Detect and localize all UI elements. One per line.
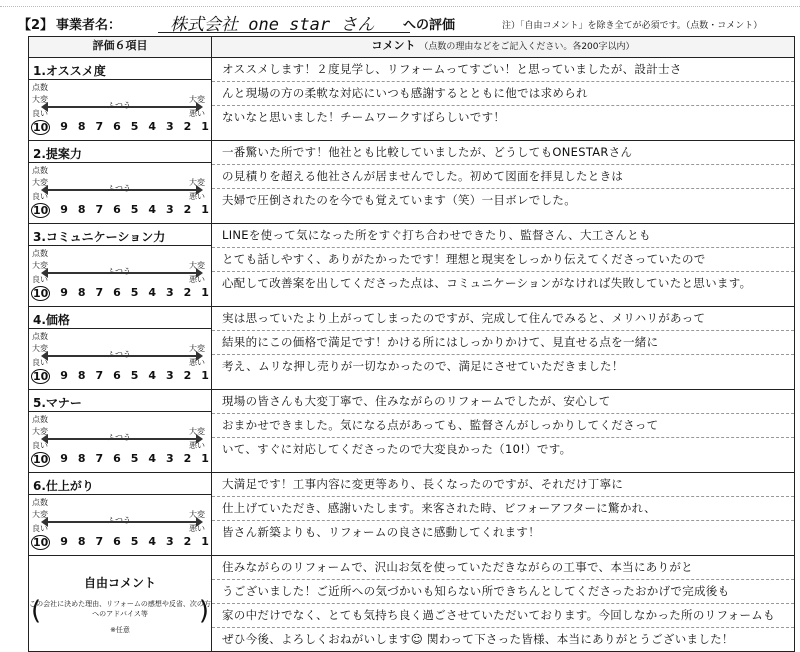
- good-label: 良い: [32, 524, 48, 533]
- items-column-header: 評価６項目: [29, 37, 212, 58]
- scale-arrow-icon: [47, 106, 197, 108]
- scale-arrow-icon: [47, 355, 197, 357]
- category-title: 3.コミュニケーション力: [29, 224, 211, 246]
- score-option-1[interactable]: 1: [201, 369, 209, 382]
- bad-label: 悪い: [189, 441, 205, 450]
- comment-column-header: コメント （点数の理由などをご記入ください。各200字以内）: [212, 37, 795, 58]
- category-row: [29, 224, 795, 307]
- bad-label: 悪い: [189, 524, 205, 533]
- scale-arrow-icon: [47, 521, 197, 523]
- good-label: 良い: [32, 441, 48, 450]
- category-comment-field[interactable]: [212, 141, 795, 224]
- score-options: [31, 286, 209, 301]
- bad-label: 悪い: [189, 358, 205, 367]
- very-label: 大変: [32, 344, 48, 353]
- score-option-8[interactable]: 8: [77, 203, 86, 216]
- good-label: 良い: [32, 358, 48, 367]
- required-note: 注）「自由コメント」を除き全てが必須です。（点数・コメント）: [502, 21, 763, 31]
- score-option-5[interactable]: 5: [130, 452, 139, 465]
- top-strip: [0, 0, 800, 7]
- score-option-10[interactable]: 10: [33, 536, 49, 549]
- category-title: 1.オススメ度: [29, 58, 211, 80]
- good-label: 良い: [32, 192, 48, 201]
- paren-left: (: [31, 596, 42, 626]
- comment-line: 心配して改善案を出してくださった点は、コミュニケーションがなければ失敗していたと思います。: [222, 276, 752, 290]
- very-label: 大変: [189, 427, 205, 436]
- score-option-7[interactable]: 7: [95, 203, 104, 216]
- score-scale: [29, 329, 211, 389]
- form-header: [18, 10, 793, 36]
- category-row: [29, 307, 795, 390]
- very-label: 大変: [32, 95, 48, 104]
- category-label-cell: [29, 141, 212, 224]
- free-comment-label-cell: [29, 556, 212, 652]
- free-comment-row: [29, 556, 795, 652]
- comment-line: 現場の皆さんも大変丁寧で、住みながらのリフォームでしたが、安心して: [212, 390, 794, 414]
- category-comment-field[interactable]: [212, 473, 795, 556]
- score-option-7[interactable]: 7: [95, 120, 104, 133]
- bad-label: 悪い: [189, 275, 205, 284]
- score-option-8[interactable]: 8: [77, 535, 86, 548]
- points-label: 点数: [32, 249, 48, 258]
- form-number: 【2】: [18, 18, 54, 33]
- paren-right: ): [198, 596, 209, 626]
- comment-line: 夫婦で圧倒されたのを今でも覚えています（笑）一目ボレでした。: [222, 193, 576, 207]
- table-header-row: [29, 37, 795, 58]
- score-option-8[interactable]: 8: [77, 452, 86, 465]
- score-option-10[interactable]: 10: [33, 121, 49, 134]
- score-option-4[interactable]: 4: [148, 535, 157, 548]
- score-option-8[interactable]: 8: [77, 369, 86, 382]
- category-row: [29, 141, 795, 224]
- score-options: [31, 535, 209, 550]
- scale-arrow-icon: [47, 189, 197, 191]
- score-scale: [29, 495, 211, 555]
- score-option-1[interactable]: 1: [201, 286, 209, 299]
- score-option-4[interactable]: 4: [148, 452, 157, 465]
- score-options: [31, 203, 209, 218]
- score-option-3[interactable]: 3: [166, 203, 174, 216]
- score-option-9[interactable]: 9: [60, 203, 68, 216]
- score-option-7[interactable]: 7: [95, 452, 104, 465]
- score-option-10[interactable]: 10: [33, 370, 49, 383]
- score-option-1[interactable]: 1: [201, 120, 209, 133]
- score-options: [31, 120, 209, 135]
- score-option-7[interactable]: 7: [95, 286, 104, 299]
- score-option-3[interactable]: 3: [166, 120, 174, 133]
- comment-line: とても話しやすく、ありがたかったです！理想と現実をしっかり伝えてくださっていたので: [212, 248, 794, 272]
- score-option-2[interactable]: 2: [183, 535, 192, 548]
- score-scale: [29, 246, 211, 306]
- points-label: 点数: [32, 498, 48, 507]
- score-option-4[interactable]: 4: [148, 286, 157, 299]
- very-label: 大変: [32, 178, 48, 187]
- score-option-9[interactable]: 9: [60, 286, 68, 299]
- score-option-3[interactable]: 3: [166, 369, 174, 382]
- score-option-9[interactable]: 9: [60, 120, 68, 133]
- score-option-8[interactable]: 8: [77, 286, 86, 299]
- comment-line: 考え、ムリな押し売りが一切なかったので、満足にさせていただきました！: [222, 359, 624, 373]
- score-options: [31, 452, 209, 467]
- score-option-2[interactable]: 2: [183, 203, 192, 216]
- comment-line: 一番驚いた所です！他社とも比較していましたが、どうしてもONESTARさん: [212, 141, 794, 165]
- category-row: [29, 58, 795, 141]
- comment-line: 皆さん新築よりも、リフォームの良さに感動してくれます！: [222, 525, 541, 539]
- category-comment-field[interactable]: [212, 224, 795, 307]
- business-label: 事業者名：: [56, 18, 122, 33]
- category-label-cell: [29, 473, 212, 556]
- score-option-1[interactable]: 1: [201, 452, 209, 465]
- comment-line: 大満足です！工事内容に変更等あり、長くなったのですが、それだけ丁寧に: [212, 473, 794, 497]
- score-option-1[interactable]: 1: [201, 203, 209, 216]
- very-label: 大変: [189, 510, 205, 519]
- category-title: 6.仕上がり: [29, 473, 211, 495]
- score-option-3[interactable]: 3: [166, 535, 174, 548]
- score-option-9[interactable]: 9: [60, 452, 68, 465]
- score-option-2[interactable]: 2: [183, 120, 192, 133]
- bad-label: 悪い: [189, 109, 205, 118]
- free-comment-title: 自由コメント: [83, 576, 156, 590]
- category-row: [29, 390, 795, 473]
- comment-line: 仕上げていただき、感謝いたします。来客された時、ビフォーアフターに驚かれ、: [212, 497, 794, 521]
- score-scale: [29, 412, 211, 472]
- free-comment-line: うございました！ご近所への気づかいも知らない所できちんとしてくださったおかげで完成後も: [212, 580, 794, 604]
- very-label: 大変: [189, 261, 205, 270]
- category-title: 4.価格: [29, 307, 211, 329]
- points-label: 点数: [32, 415, 48, 424]
- comment-line: オススメします！２度見学し、リフォームってすごい！と思っていましたが、設計士さ: [212, 58, 794, 82]
- very-label: 大変: [189, 95, 205, 104]
- comment-line: の見積りを超える他社さんが居ませんでした。初めて図面を拝見したときは: [212, 165, 794, 189]
- comment-line: んと現場の方の柔軟な対応にいつも感謝するとともに他では求められ: [212, 82, 794, 106]
- score-option-9[interactable]: 9: [60, 369, 68, 382]
- category-label-cell: [29, 390, 212, 473]
- very-label: 大変: [189, 178, 205, 187]
- score-option-9[interactable]: 9: [60, 535, 68, 548]
- comment-line: 実は思っていたより上がってしまったのですが、完成して住んでみると、メリハリがあって: [212, 307, 794, 331]
- score-option-6[interactable]: 6: [113, 286, 121, 299]
- score-option-2[interactable]: 2: [183, 369, 192, 382]
- score-option-1[interactable]: 1: [201, 535, 209, 548]
- evaluation-suffix: への評価: [403, 18, 456, 33]
- score-option-10[interactable]: 10: [33, 453, 49, 466]
- scale-arrow-icon: [47, 438, 197, 440]
- comment-line: LINEを使って気になった所をすぐ打ち合わせできたり、監督さん、大工さんとも: [212, 224, 794, 248]
- score-scale: [29, 163, 211, 223]
- points-label: 点数: [32, 83, 48, 92]
- comment-line: いて、すぐに対応してくださったので大変良かった（10!）です。: [222, 442, 572, 456]
- very-label: 大変: [32, 261, 48, 270]
- score-option-3[interactable]: 3: [166, 452, 174, 465]
- free-comment-desc: この会社に決めた理由、リフォームの感想や反省、次の方へのアドバイス等: [29, 600, 211, 618]
- score-option-2[interactable]: 2: [183, 452, 192, 465]
- score-option-6[interactable]: 6: [113, 452, 121, 465]
- free-comment-line: ぜひ今後、よろしくおねがいします☺ 関わって下さった皆様、本当にありがとうございました！: [222, 632, 734, 646]
- score-option-10[interactable]: 10: [33, 287, 49, 300]
- score-option-6[interactable]: 6: [113, 535, 121, 548]
- category-label-cell: [29, 224, 212, 307]
- scale-arrow-icon: [47, 272, 197, 274]
- score-option-7[interactable]: 7: [95, 535, 104, 548]
- score-option-4[interactable]: 4: [148, 369, 157, 382]
- business-name-field[interactable]: 株式会社 one star さん: [158, 10, 410, 33]
- category-label-cell: [29, 307, 212, 390]
- score-option-5[interactable]: 5: [130, 120, 139, 133]
- score-option-6[interactable]: 6: [113, 203, 121, 216]
- score-option-4[interactable]: 4: [148, 203, 157, 216]
- category-comment-field[interactable]: [212, 390, 795, 473]
- score-option-5[interactable]: 5: [130, 535, 139, 548]
- score-option-8[interactable]: 8: [77, 120, 86, 133]
- score-option-2[interactable]: 2: [183, 286, 192, 299]
- score-option-10[interactable]: 10: [33, 204, 49, 217]
- score-option-6[interactable]: 6: [113, 120, 121, 133]
- category-comment-field[interactable]: [212, 58, 795, 141]
- score-option-6[interactable]: 6: [113, 369, 121, 382]
- category-title: 2.提案力: [29, 141, 211, 163]
- score-scale: [29, 80, 211, 140]
- free-comment-optional: ※任意: [110, 626, 130, 634]
- points-label: 点数: [32, 166, 48, 175]
- score-option-3[interactable]: 3: [166, 286, 174, 299]
- category-title: 5.マナー: [29, 390, 211, 412]
- score-option-5[interactable]: 5: [130, 286, 139, 299]
- score-option-7[interactable]: 7: [95, 369, 104, 382]
- score-option-4[interactable]: 4: [148, 120, 157, 133]
- comment-line: おまかせできました。気になる点があっても、監督さんがしっかりしてくださって: [212, 414, 794, 438]
- category-label-cell: [29, 58, 212, 141]
- comment-line: 結果的にこの価格で満足です！かける所にはしっかりかけて、見直せる点を一緒に: [212, 331, 794, 355]
- score-options: [31, 369, 209, 384]
- score-option-5[interactable]: 5: [130, 203, 139, 216]
- free-comment-field[interactable]: [212, 556, 795, 652]
- comment-line: ないなと思いました！チームワークすばらしいです！: [222, 110, 506, 124]
- very-label: 大変: [32, 427, 48, 436]
- free-comment-line: 住みながらのリフォームで、沢山お気を使っていただきながらの工事で、本当にありがと: [212, 556, 794, 580]
- category-row: [29, 473, 795, 556]
- good-label: 良い: [32, 275, 48, 284]
- very-label: 大変: [189, 344, 205, 353]
- category-comment-field[interactable]: [212, 307, 795, 390]
- evaluation-table: [28, 36, 795, 652]
- good-label: 良い: [32, 109, 48, 118]
- free-comment-line: 家の中だけでなく、とても気持ち良く過ごさせていただいております。今回しなかった所のリフォームも: [212, 604, 794, 628]
- bad-label: 悪い: [189, 192, 205, 201]
- very-label: 大変: [32, 510, 48, 519]
- points-label: 点数: [32, 332, 48, 341]
- score-option-5[interactable]: 5: [130, 369, 139, 382]
